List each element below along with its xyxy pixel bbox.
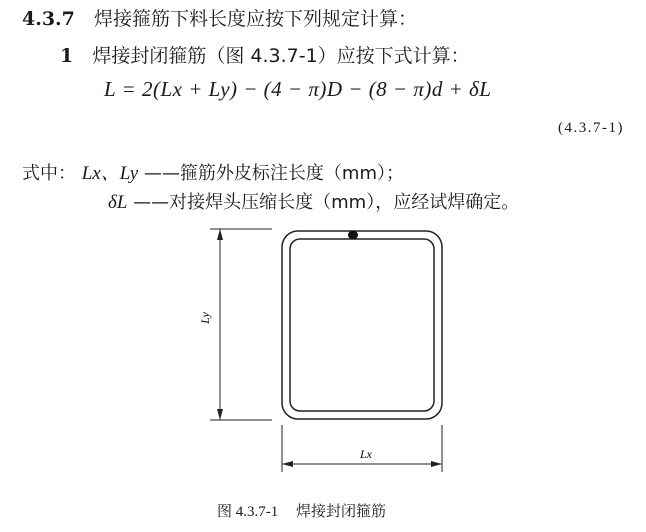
ly-arrow-top (217, 229, 223, 240)
ly-arrow-bottom (217, 409, 223, 420)
stirrup-outer (282, 231, 442, 419)
where-label: 式中： (22, 163, 76, 184)
where-vars-2: δL (108, 192, 128, 213)
stirrup-inner (290, 239, 434, 411)
ly-label: Ly (198, 312, 212, 324)
where-desc-2: ——对接焊头压缩长度（mm），应经试焊确定。 (133, 192, 520, 213)
figure-caption (217, 500, 386, 521)
where-desc-1: ——箍筋外皮标注长度（mm）； (143, 163, 404, 184)
equation-number: (4.3.7-1) (558, 120, 624, 136)
lx-arrow-right (431, 461, 442, 467)
item-text: 焊接封闭箍筋（图 4.3.7-1）应按下式计算： (92, 45, 470, 67)
weld-point (348, 231, 358, 240)
lx-label: Lx (360, 447, 372, 461)
where-vars-1: Lx、Ly (81, 163, 139, 184)
lx-arrow-left (282, 461, 293, 467)
clause-number: 4.3.7 (22, 8, 75, 30)
caption-title: 焊接封闭箍筋 (296, 502, 387, 520)
clause-title: 焊接箍筋下料长度应按下列规定计算： (93, 8, 417, 30)
item-number: 1 (60, 45, 74, 67)
caption-number: 图 4.3.7-1 (217, 504, 279, 520)
formula: L = 2(Lx + Ly) − (4 − π)D − (8 − π)d + δL (104, 77, 492, 101)
